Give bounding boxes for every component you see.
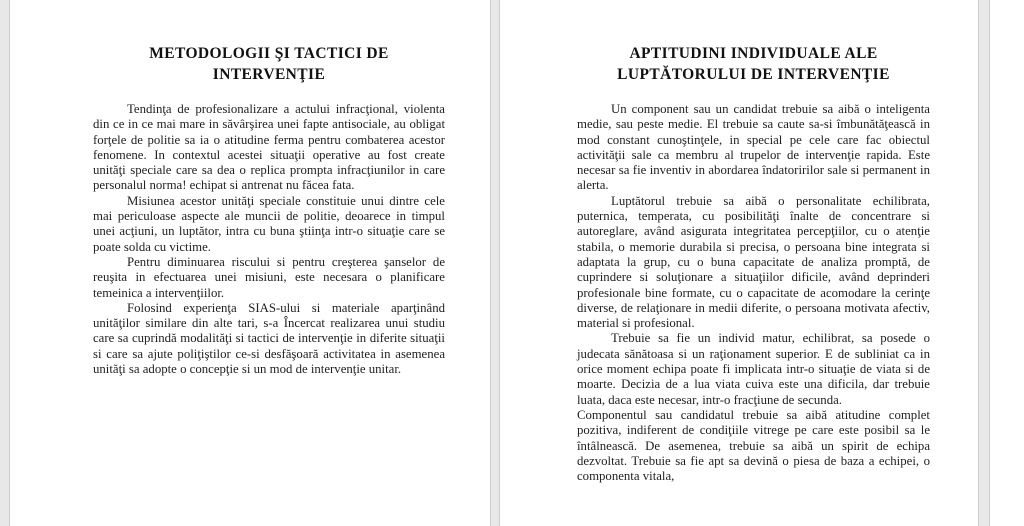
page-body-left (93, 102, 445, 377)
document-page-next-edge[interactable] (989, 0, 1024, 526)
page-body-right (577, 102, 930, 484)
page-title-right (577, 43, 930, 85)
document-page-left[interactable] (9, 0, 491, 526)
paragraph: Componentul sau candidatul trebuie sa aibă atitudine complet pozitiva, indiferent de condiţiile vitrege pe care este posibil sa le întâlnească. De asemenea, trebuie sa aibă un spirit de echipa dezvoltat. Trebuie sa fie apt sa devină o piesa de baza a echipei, o componenta vitala, (577, 407, 930, 484)
page-title-left-line2: INTERVENŢIE (212, 66, 326, 83)
paragraph: Trebuie sa fie un individ matur, echilibrat, sa posede o judecata sănătoasa si un raţionament superior. E de subliniat ca in orice moment echipa poate fi implicata intr-o situaţie de viata si de moarte. Decizia de a lua viata cuiva este una dificila, dar trebuie luata, daca este necesar, intr-o fracţiune de secunda. (577, 331, 930, 407)
paragraph: Misiunea acestor unităţi speciale constituie unui dintre cele mai periculoase aspecte ale muncii de politie, deoarece in timpul unei acţiuni, un luptător, intra cu buna ştiinţa intr-o situaţie care se poate solda cu victime. (93, 193, 445, 254)
paragraph: Tendinţa de profesionalizare a actului infracţional, violenta din ce in ce mai mare in săvârşirea unei fapte antisociale, au obligat forţele de politie sa ia o atitudine ferma pentru combaterea acestor fenomene. In contextul acestei situaţii operative au fost create unităţi speciale care sa dea o replica prompta infracţiunilor in care personalul norma! echipat si antrenat nu făcea fata. (93, 102, 445, 193)
page-title-right-line2: LUPTĂTORULUI DE INTERVENŢIE (617, 66, 890, 83)
paragraph: Luptătorul trebuie sa aibă o personalitate echilibrata, puternica, temperata, cu posibilităţi înalte de concentrare si autoreglare, având asigurata integritatea percepţiilor, cu o atenţie stabila, o memorie durabila si precisa, o persoana bine integrata si adaptata la grup, cu o buna capacitate de analiza promptă, de cuprindere si soluţionare a situaţiilor dificile, având deprinderi profesionale bine formate, cu o capacitate de acomodare la cerinţe diverse, de relaţionare in medii diferite, o persoana motivata afectiv, material si profesional. (577, 193, 930, 331)
document-page-right[interactable] (499, 0, 979, 526)
paragraph: Un component sau un candidat trebuie sa aibă o inteligenta medie, sau peste medie. El trebuie sa caute sa-si îmbunătăţească in mod constant cunoştinţele, in special pe cele care fac obiectul activităţii sale ca membru al trupelor de intervenţie rapida. Este necesar sa fie inventiv in abordarea îndatoririlor sale si permanent in alerta. (577, 102, 930, 193)
page-title-left (93, 43, 445, 85)
paragraph: Pentru diminuarea riscului si pentru creşterea şanselor de reuşita in efectuarea unei misiuni, este necesara o planificare temeinica a intervenţiilor. (93, 254, 445, 300)
page-title-right-line1: APTITUDINI INDIVIDUALE ALE (629, 45, 878, 62)
page-title-left-line1: METODOLOGII ŞI TACTICI DE (149, 45, 389, 62)
paragraph: Folosind experienţa SIAS-ului si materiale aparţinând unităţilor similare din alte tari, s-a Încercat realizarea unui studiu care sa cuprindă modalităţi si tactici de intervenţie in diferite situaţii si care sa ajute poliţiştilor ce-si desfăşoară activitatea in asemenea unităţi sa adopte o concepţie si un mod de intervenţie unitar. (93, 300, 445, 377)
